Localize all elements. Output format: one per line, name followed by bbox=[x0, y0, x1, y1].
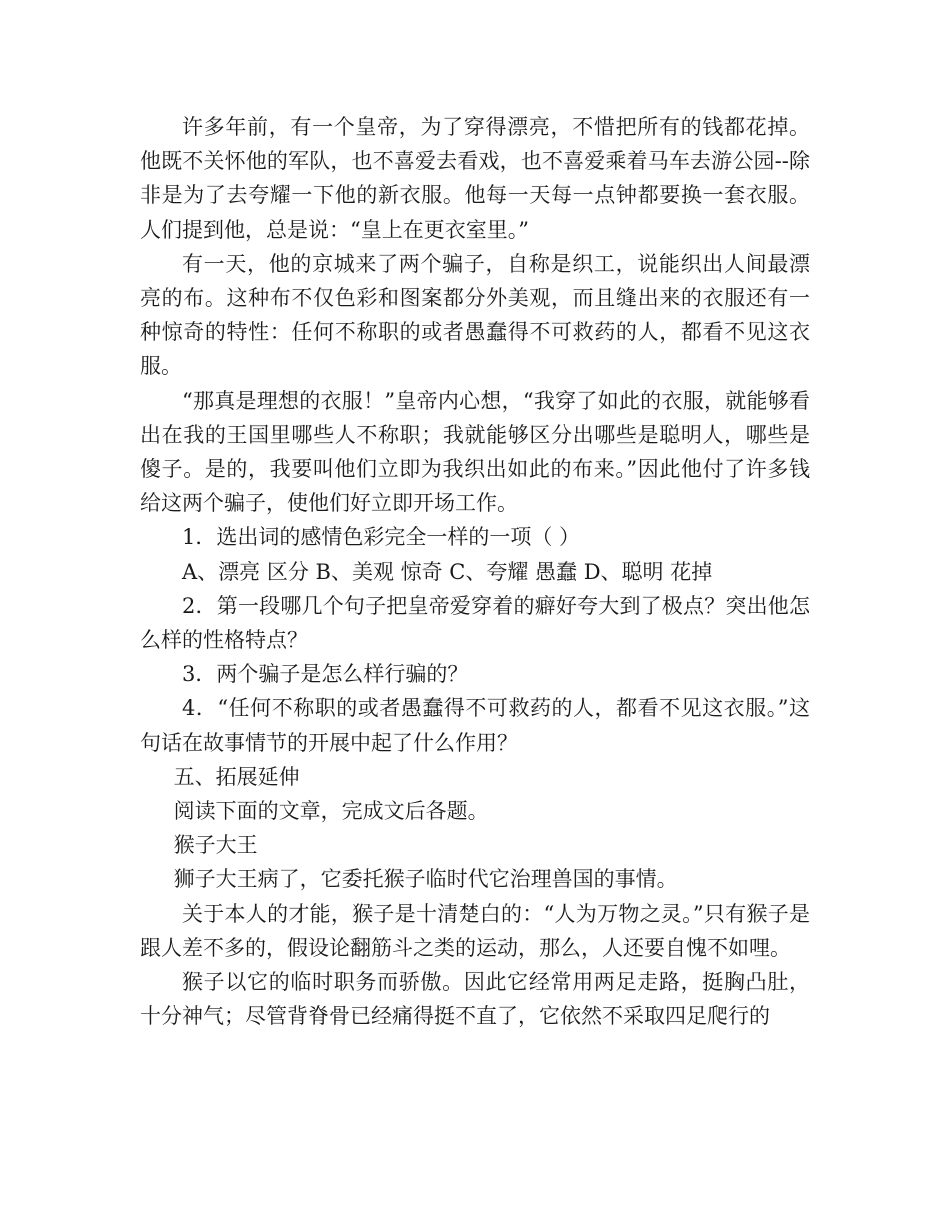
question-1-options: A、漂亮 区分 B、美观 惊奇 C、夸耀 愚蠢 D、聪明 花掉 bbox=[182, 559, 713, 584]
article-paragraph-1: 狮子大王病了，它委托猴子临时代它治理兽国的事情。 bbox=[173, 867, 678, 892]
question-4: 4．“任何不称职的或者愚蠢得不可救药的人，都看不见这衣服。”这句话在故事情节的开展中起了什么作用？ bbox=[140, 696, 810, 755]
question-1: 1．选出词的感情色彩完全一样的一项（ ） bbox=[182, 525, 581, 550]
article-paragraph-3: 猴子以它的临时职务而骄傲。因此它经常用两足走路，挺胸凸肚，十分神气；尽管背脊骨已经痛得挺不直了，它依然不采取四足爬行的 bbox=[140, 970, 810, 1029]
article-title: 猴子大王 bbox=[173, 833, 258, 858]
article-paragraph-2: 关于本人的才能，猴子是十清楚白的：“人为万物之灵。”只有猴子是跟人差不多的，假设论翻筋斗之类的运动，那么，人还要自愧不如哩。 bbox=[140, 901, 810, 960]
reading-instruction: 阅读下面的文章，完成文后各题。 bbox=[173, 799, 489, 824]
section-heading-extension: 五、拓展延伸 bbox=[173, 764, 300, 789]
document-page bbox=[140, 110, 810, 1033]
question-2: 2．第一段哪几个句子把皇帝爱穿着的癖好夸大到了极点？突出他怎么样的性格特点？ bbox=[140, 593, 810, 653]
paragraph-emperor-thought: “那真是理想的衣服！”皇帝内心想，“我穿了如此的衣服，就能够看出在我的王国里哪些人不称职；我就能够区分出哪些是聪明人，哪些是傻子。是的，我要叫他们立即为我织出如此的布来。”因此他付了许多钱给这两个骗子，使他们好立即开场工作。 bbox=[140, 388, 810, 516]
paragraph-swindlers: 有一天，他的京城来了两个骗子，自称是织工，说能织出人间最漂亮的布。这种布不仅色彩和图案都分外美观，而且缝出来的衣服还有一种惊奇的特性：任何不称职的或者愚蠢得不可救药的人，都看不见这衣服。 bbox=[140, 251, 810, 379]
question-3: 3．两个骗子是怎么样行骗的？ bbox=[182, 662, 469, 687]
paragraph-story-intro: 许多年前，有一个皇帝，为了穿得漂亮，不惜把所有的钱都花掉。他既不关怀他的军队，也不喜爱去看戏，也不喜爱乘着马车去游公园--除非是为了去夸耀一下他的新衣服。他每一天每一点钟都要换一套衣服。人们提到他，总是说：“皇上在更衣室里。” bbox=[140, 115, 810, 242]
